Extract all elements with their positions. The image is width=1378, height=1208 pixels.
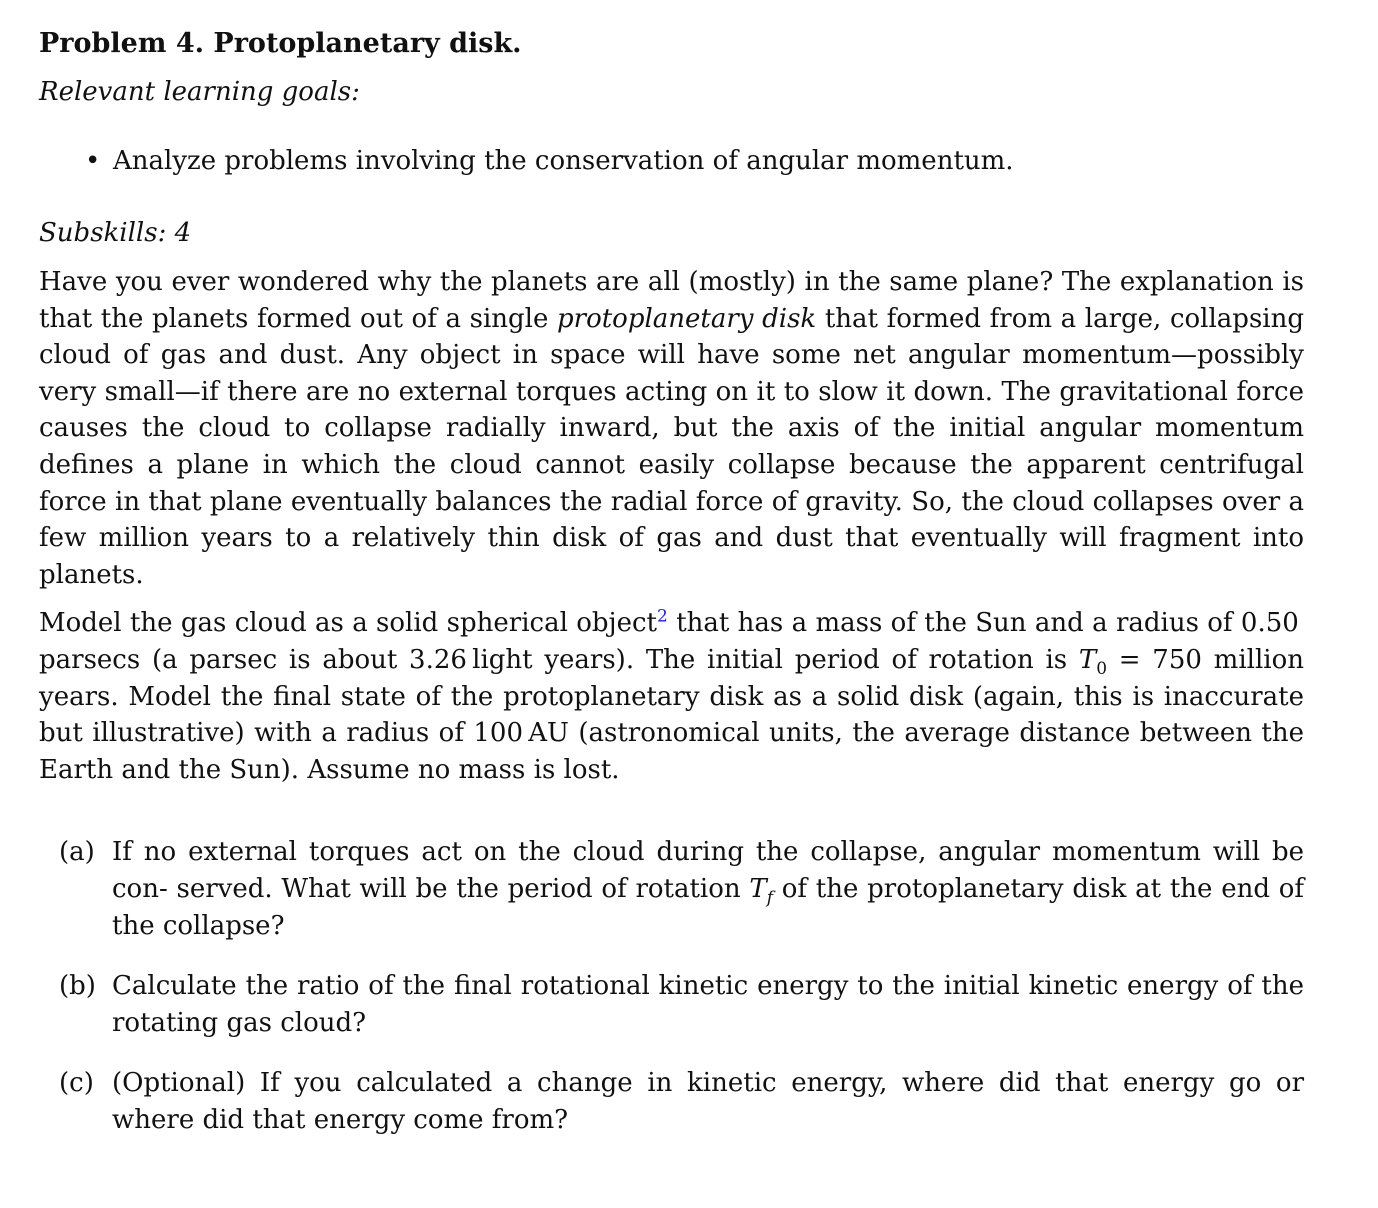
problem-document [39,24,1304,1162]
intro-paragraph [39,264,1304,593]
model-text-part1: Model the gas cloud as a solid spherical object [39,608,658,639]
learning-goal-item [39,142,1304,180]
question-part-c [39,1065,1304,1138]
final-period-variable: T [749,873,767,904]
bullet-icon: • [85,146,101,176]
part-c-text: (Optional) If you calculated a change in kinetic energy, where did that energy go or where did that energy come from? [112,1068,1304,1135]
subskills-label: Subskills: [39,218,167,248]
learning-goals-list [39,142,1304,180]
part-a-marker: (a) [59,837,95,868]
subskills-value: 4 [174,218,192,248]
model-text-part2: that has a mass of the Sun and a radius of 0.50 parsecs (a parsec is about 3.26 light years). The initial period of rotation is [39,608,1304,675]
learning-goal-text: Analyze problems involving the conservation of angular momentum. [113,146,1014,176]
question-parts-list [39,834,1304,1138]
final-period-subscript: f [766,888,774,909]
initial-period-subscript: 0 [1096,659,1108,680]
subskills-line [39,214,1304,252]
intro-text-start: Have you ever wondered why the planets are all (mostly) in the same plane? The explanation is that the planets formed out of a single [39,267,1304,334]
part-b-text: Calculate the ratio of the final rotational kinetic energy to the initial kinetic energy of the rotating gas cloud? [112,971,1304,1038]
question-part-a [39,834,1304,944]
part-a-text-end: of the protoplanetary disk at the end of the collapse? [112,873,1304,941]
part-a-text-start: If no external torques act on the cloud during the collapse, angular momentum will be con- served. What will be the period of rotation [112,837,1304,904]
question-part-b [39,968,1304,1041]
intro-text-end: that formed from a large, collapsing cloud of gas and dust. Any object in space will have some net angular momentum—possibly very small—if there are no external torques acting on it to slow it down. The gravitational force causes the cloud to collapse radially inward, but the axis of the initial angular momentum defines a plane in which the cloud cannot easily collapse because the apparent centrifugal force in that plane eventually balances the radial force of gravity. So, the cloud collapses over a few million years to a relatively thin disk of gas and dust that eventually will fragment into planets. [39,303,1304,590]
footnote-link[interactable]: 2 [657,606,668,627]
model-text-part3: = 750 million years. Model the final state of the protoplanetary disk as a solid disk (again, this is inaccurate but illustrative) with a radius of 100 AU (astronomical units, the average distance between the Earth and the Sun). Assume no mass is lost. [39,644,1304,785]
initial-period-variable: T [1078,644,1097,675]
part-b-marker: (b) [59,971,96,1002]
learning-goals-label: Relevant learning goals: [39,77,360,107]
model-paragraph [39,605,1304,788]
intro-emphasis: protoplanetary disk [557,303,817,334]
problem-title: Problem 4. Protoplanetary disk. [39,28,522,59]
part-c-marker: (c) [59,1068,94,1099]
